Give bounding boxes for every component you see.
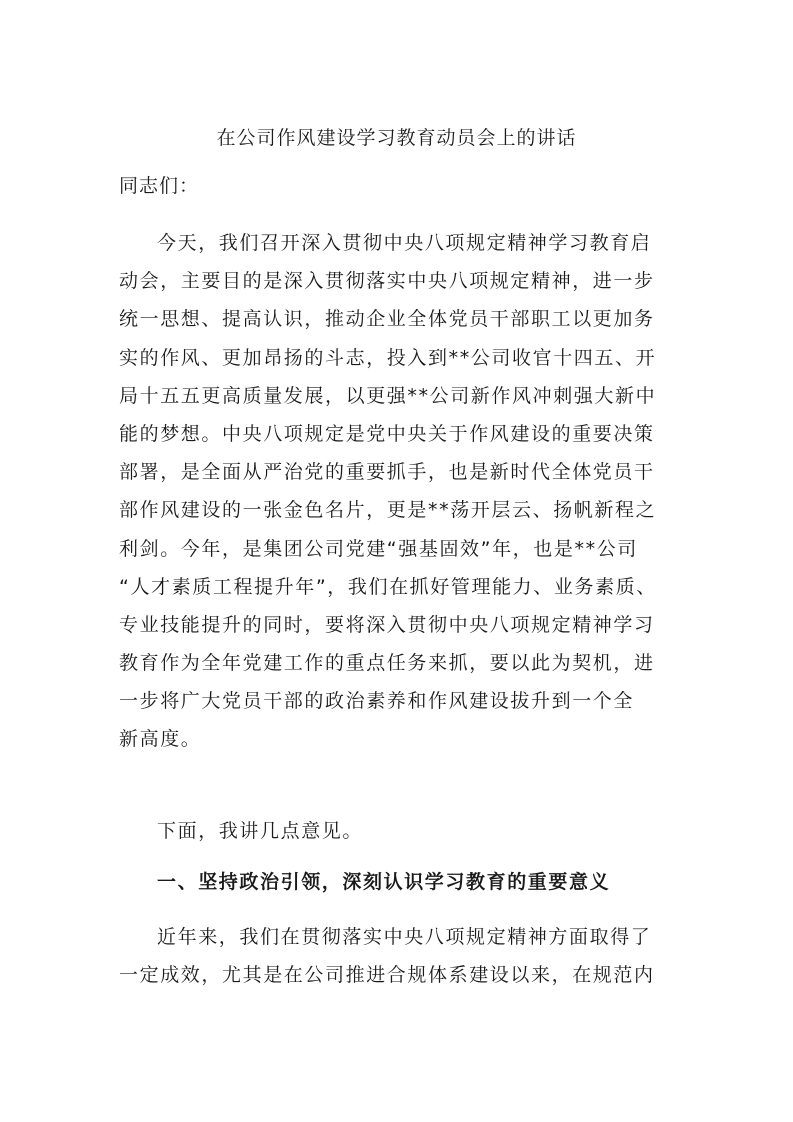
text-line: 实的作风、更加昂扬的斗志，投入到**公司收官十四五、开 [119,346,657,369]
paragraph-section-body [119,918,675,994]
paragraph-intro [119,224,675,759]
text-line: 专业技能提升的同时，要将深入贯彻中央八项规定精神学习 [119,613,655,636]
text-line: 今天，我们召开深入贯彻中央八项规定精神学习教育启 [157,232,652,254]
text-line: “人才素质工程提升年”，我们在抓好管理能力、业务素质、 [119,575,657,598]
heading-text: 一、坚持政治引领，深刻认识学习教育的重要意义 [157,871,611,893]
text-line: 新高度。 [119,728,202,751]
text-line: 近年来，我们在贯彻落实中央八项规定精神方面取得了 [157,926,652,948]
salutation: 同志们： [119,175,200,197]
text-line: 局十五五更高质量发展，以更强**公司新作风冲刺强大新中 [119,384,657,407]
text-line: 部署，是全面从严治党的重要抓手，也是新时代全体党员干 [119,461,655,484]
section-heading [119,863,675,901]
paragraph-transition [119,812,675,850]
document-title: 在公司作风建设学习教育动员会上的讲话 [216,127,577,149]
text-line: 能的梦想。中央八项规定是党中央关于作风建设的重要决策 [119,422,655,445]
text-line: 下面，我讲几点意见。 [157,820,364,842]
text-line: 一步将广大党员干部的政治素养和作风建设拔升到一个全 [119,690,635,713]
text-line: 部作风建设的一张金色名片，更是**荡开层云、扬帆新程之 [119,499,657,522]
text-line: 教育作为全年党建工作的重点任务来抓，要以此为契机，进 [119,652,655,675]
text-line: 一定成效，尤其是在公司推进合规体系建设以来，在规范内 [119,964,655,987]
text-line: 统一思想、提高认识，推动企业全体党员干部职工以更加务 [119,308,655,331]
text-line: 动会，主要目的是深入贯彻落实中央八项规定精神，进一步 [119,270,655,293]
text-line: 利剑。今年，是集团公司党建“强基固效”年，也是**公司 [119,537,638,560]
